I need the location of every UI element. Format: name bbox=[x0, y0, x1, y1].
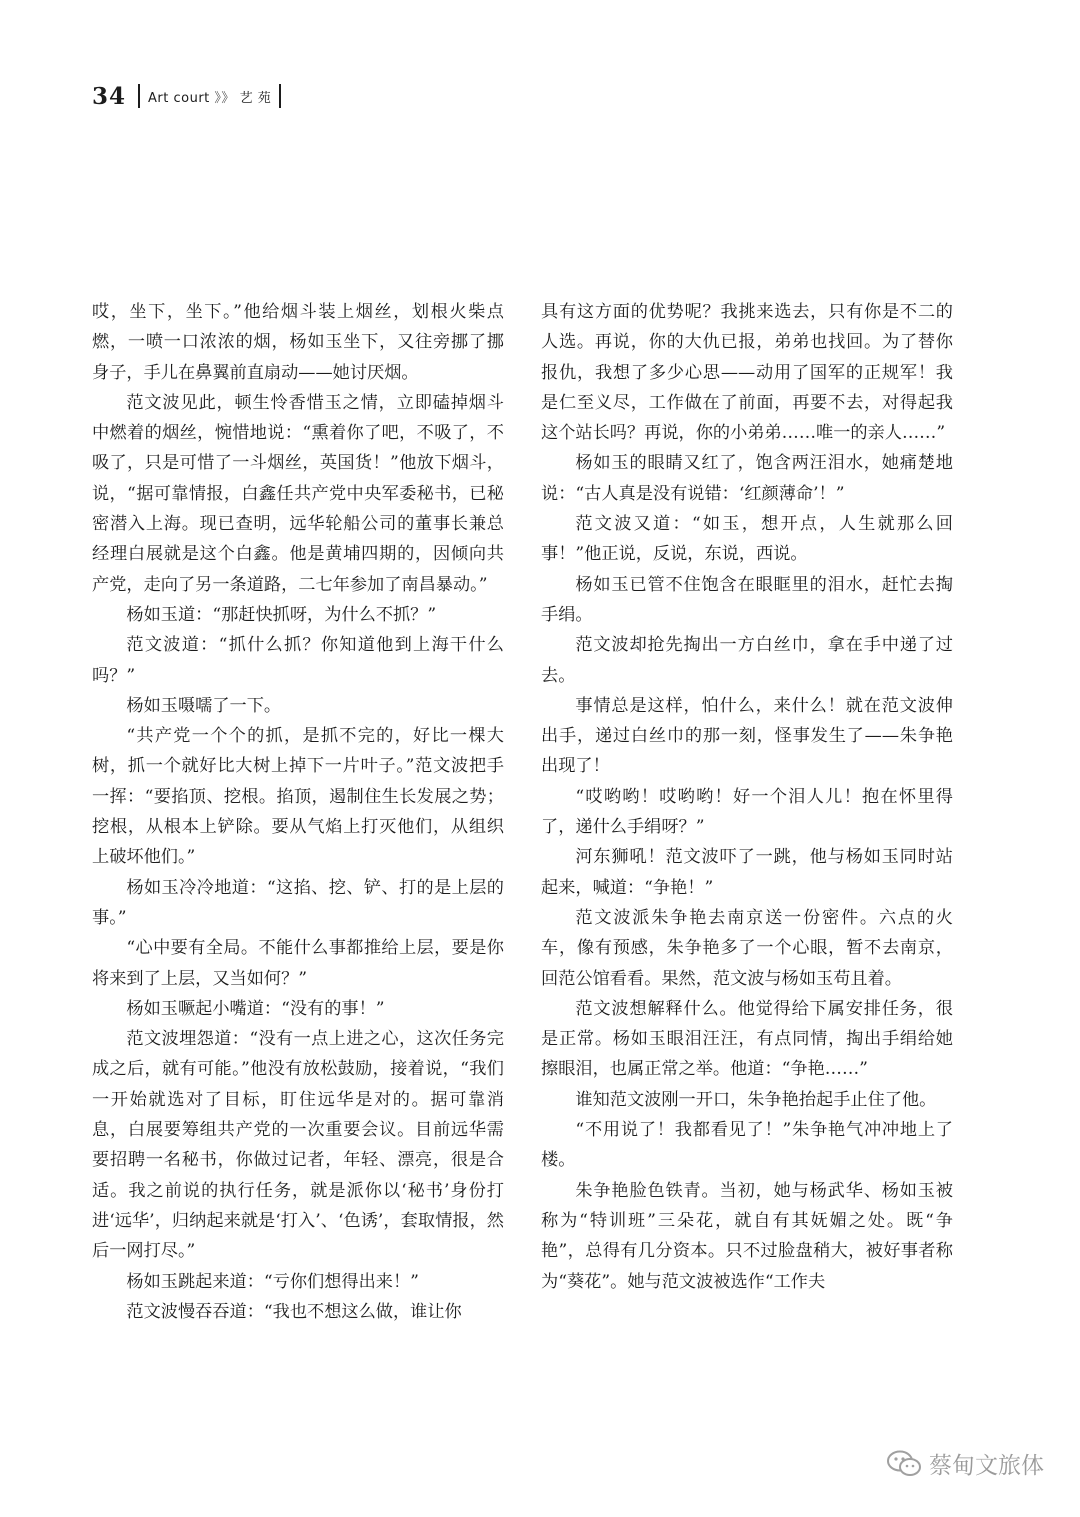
watermark-text: 蔡甸文旅体 bbox=[929, 1453, 1044, 1479]
wechat-icon bbox=[885, 1449, 923, 1479]
paragraph: 范文波慢吞吞道：“我也不想这么做，谁让你 bbox=[126, 1301, 462, 1322]
paragraph: 范文波埋怨道：“没有一点上进之心，这次任务完成之后，就有可能。”他没有放松鼓励，接着说，“我们一开始就选对了目标，盯住远华是对的。据可靠消息，白展要筹组共产党的一次重要会议。目前远华需要招聘一名秘书，你做过记者，年轻、漂亮，很是合适。我之前说的执行任务，就是派你以‘秘书’身份打进‘远华’，归纳起来就是‘打入’、‘色诱’，套取情报，然后一网打尽。” bbox=[92, 1029, 504, 1262]
paragraph: 杨如玉道：“那赶快抓呀，为什么不抓？” bbox=[126, 604, 437, 625]
paragraph: 具有这方面的优势呢？我挑来选去，只有你是不二的人选。再说，你的大仇已报，弟弟也找回。为了替你报仇，我想了多少心思——动用了国军的正规军！我是仁至义尽，工作做在了前面，再要不去，对得起我这个站长吗？再说，你的小弟弟……唯一的亲人……” bbox=[541, 302, 953, 444]
paragraph: 朱争艳脸色铁青。当初，她与杨武华、杨如玉被称为“特训班”三朵花，就自有其妩媚之处。既“争艳”，总得有几分资本。只不过脸盘稍大，被好事者称为“葵花”。她与范文波被选作“工作夫 bbox=[541, 1180, 953, 1292]
paragraph: “不用说了！我都看见了！”朱争艳气冲冲地上了楼。 bbox=[541, 1120, 953, 1171]
right-column bbox=[541, 297, 953, 1297]
paragraph: “心中要有全局。不能什么事都推给上层，要是你将来到了上层，又当如何？” bbox=[92, 938, 504, 989]
paragraph: 范文波见此，顿生怜香惜玉之情，立即磕掉烟斗中燃着的烟丝，惋惜地说：“熏着你了吧，不吸了，不吸了，只是可惜了一斗烟丝，英国货！”他放下烟斗，说，“据可靠情报，白鑫任共产党中央军委秘书，已秘密潜入上海。现已查明，远华轮船公司的董事长兼总经理白展就是这个白鑫。他是黄埔四期的，因倾向共产党，走向了另一条道路，二七年参加了南昌暴动。” bbox=[92, 392, 504, 595]
paragraph: 杨如玉嗫嚅了一下。 bbox=[126, 695, 282, 716]
paragraph: 范文波道：“抓什么抓？你知道他到上海干什么吗？” bbox=[92, 635, 504, 686]
paragraph: 事情总是这样，怕什么，来什么！就在范文波伸出手，递过白丝巾的那一刻，怪事发生了——朱争艳出现了！ bbox=[541, 695, 953, 777]
paragraph: 哎，坐下，坐下。”他给烟斗装上烟丝，划根火柴点燃，一喷一口浓浓的烟，杨如玉坐下，又往旁挪了挪身子，手儿在鼻翼前直扇动——她讨厌烟。 bbox=[92, 302, 504, 383]
paragraph: 杨如玉的眼睛又红了，饱含两汪泪水，她痛楚地说：“古人真是没有说错：‘红颜薄命’！” bbox=[541, 453, 953, 504]
page-number: 34 bbox=[92, 82, 127, 110]
paragraph: “哎哟哟！哎哟哟！好一个泪人儿！抱在怀里得了，递什么手绢呀？” bbox=[541, 786, 953, 838]
paragraph: 范文波派朱争艳去南京送一份密件。六点的火车，像有预感，朱争艳多了一个心眼，暂不去南京，回范公馆看看。果然，范文波与杨如玉苟且着。 bbox=[541, 907, 953, 989]
section-title-cn: 艺 苑 bbox=[239, 90, 272, 106]
paragraph: 杨如玉已管不住饱含在眼眶里的泪水，赶忙去掏手绢。 bbox=[541, 574, 953, 625]
section-title bbox=[148, 87, 271, 106]
paragraph: 杨如玉跳起来道：“亏你们想得出来！” bbox=[126, 1271, 419, 1292]
page-header bbox=[92, 80, 281, 112]
section-title-en: Art court bbox=[148, 90, 210, 106]
header-divider-left bbox=[138, 84, 140, 108]
paragraph: 范文波又道：“如玉，想开点，人生就那么回事！”他正说，反说，东说，西说。 bbox=[541, 514, 953, 565]
paragraph: 杨如玉噘起小嘴道：“没有的事！” bbox=[126, 998, 385, 1019]
paragraph: 范文波却抢先掏出一方白丝巾，拿在手中递了过去。 bbox=[541, 635, 953, 686]
paragraph: 范文波想解释什么。他觉得给下属安排任务，很是正常。杨如玉眼泪汪汪，有点同情，掏出手绢给她擦眼泪，也属正常之举。他道：“争艳……” bbox=[541, 998, 953, 1080]
paragraph: “共产党一个个的抓，是抓不完的，好比一棵大树，抓一个就好比大树上掉下一片叶子。”范文波把手一挥：“要掐顶、挖根。掐顶，遏制住生长发展之势；挖根，从根本上铲除。要从气焰上打灭他们，从组织上破坏他们。” bbox=[92, 726, 504, 868]
header-divider-right bbox=[279, 84, 281, 108]
watermark bbox=[885, 1447, 1044, 1480]
section-title-sep: 》》 bbox=[214, 90, 235, 106]
paragraph: 河东狮吼！范文波吓了一跳，他与杨如玉同时站起来，喊道：“争艳！” bbox=[541, 847, 953, 898]
paragraph: 谁知范文波刚一开口，朱争艳抬起手止住了他。 bbox=[575, 1089, 937, 1110]
paragraph: 杨如玉冷冷地道：“这掐、挖、铲、打的是上层的事。” bbox=[92, 877, 504, 928]
left-column bbox=[92, 297, 504, 1327]
